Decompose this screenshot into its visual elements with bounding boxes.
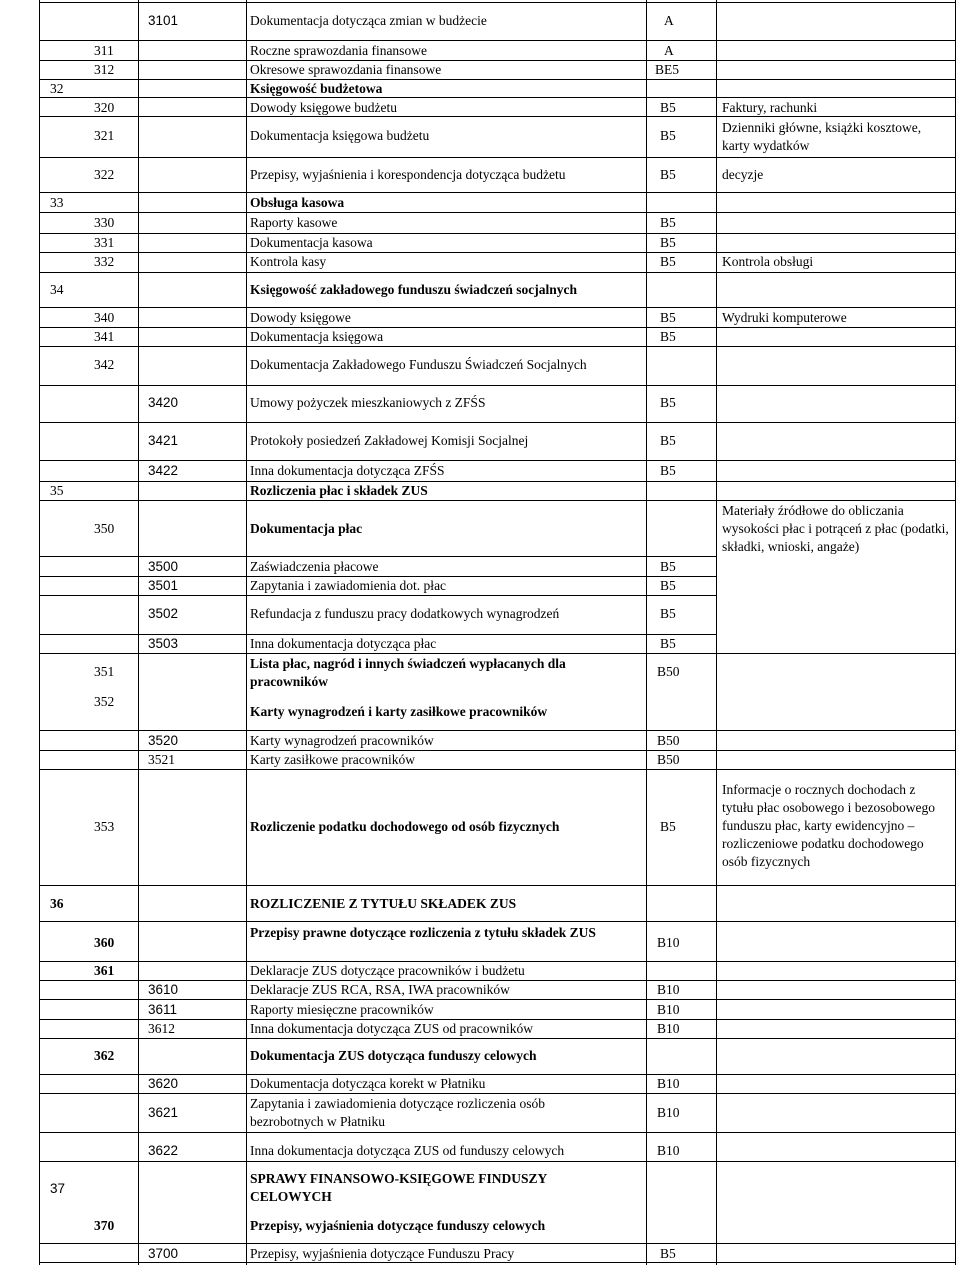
row-title: Rozliczenie podatku dochodowego od osób fizycznych [250,819,560,834]
row-category: B5 [660,167,676,182]
row-divider [39,327,956,328]
row-category: B5 [660,463,676,478]
row-divider [39,481,956,482]
row-divider [39,346,956,347]
row-category: B5 [660,215,676,230]
row-divider [39,750,956,751]
row-title: Inna dokumentacja dotycząca płac [250,636,437,651]
row-category: B10 [657,1002,680,1017]
row-symbol: 34 [50,282,64,297]
row-divider [39,1038,956,1039]
row-title: Karty zasiłkowe pracowników [250,752,415,767]
row-divider [39,252,956,253]
row-symbol: 3610 [148,982,179,997]
row-category: B10 [657,982,680,997]
row-divider [39,1161,956,1162]
row-symbol: 330 [94,215,115,230]
row-category: B10 [657,1105,680,1120]
row-category: B5 [660,636,676,651]
row-symbol: 33 [50,195,64,210]
row-symbol: 3502 [148,606,179,621]
row-divider [39,157,956,158]
row-symbol: 341 [94,329,115,344]
row-category: B50 [657,752,680,767]
row-category: B5 [660,606,676,621]
row-divider [39,97,956,98]
row-title: Karty wynagrodzeń i karty zasiłkowe pracowników [250,704,548,719]
row-symbol: 340 [94,310,115,325]
row-title: Dokumentacja dotycząca korekt w Płatniku [250,1076,486,1091]
row-notes: Wydruki komputerowe [722,310,847,325]
row-category: A [664,43,674,58]
row-symbol: 3622 [148,1143,179,1158]
row-notes: Dzienniki główne, książki kosztowe, karty wydatków [722,120,922,153]
row-notes: decyzje [722,167,764,182]
row-symbol: 3101 [148,13,179,28]
row-symbol: 3612 [148,1021,175,1036]
row-divider [39,921,956,922]
row-notes: Materiały źródłowe do obliczania wysokości płac i potrąceń z płac (podatki, składki, wnioski, angaże) [722,503,949,554]
row-divider [39,730,956,731]
row-title: Zapytania i zawiadomienia dotyczące rozliczenia osób bezrobotnych w Płatniku [250,1096,545,1129]
row-title: SPRAWY FINANSOWO-KSIĘGOWE FINDUSZY CELOWYCH [250,1171,547,1204]
row-category: B5 [660,395,676,410]
row-category: A [664,13,674,28]
row-symbol: 322 [94,167,115,182]
row-title: Raporty miesięczne pracowników [250,1002,434,1017]
row-symbol: 332 [94,254,115,269]
row-symbol: 312 [94,62,115,77]
row-divider [39,1243,956,1244]
row-symbol: 3520 [148,733,179,748]
row-title: Dokumentacja dotycząca zmian w budżecie [250,13,487,28]
column-divider [955,0,956,1265]
row-category: B5 [660,819,676,834]
row-title: Inna dokumentacja dotycząca ZFŚS [250,463,445,478]
row-divider [39,460,956,461]
row-title: Kontrola kasy [250,254,327,269]
row-divider [39,2,956,3]
row-category: B5 [660,1246,676,1261]
row-symbol: 3500 [148,559,179,574]
row-divider [39,500,956,501]
row-title: Protokoły posiedzeń Zakładowej Komisji Socjalnej [250,433,529,448]
row-symbol: 342 [94,357,115,372]
row-title: Okresowe sprawozdania finansowe [250,62,442,77]
row-title: Roczne sprawozdania finansowe [250,43,427,58]
row-title: Dokumentacja ZUS dotycząca funduszy celowych [250,1048,537,1063]
row-divider [39,60,956,61]
row-symbol: 3420 [148,395,179,410]
row-title: Inna dokumentacja dotycząca ZUS od pracowników [250,1021,534,1036]
row-divider [39,595,716,596]
row-symbol: 35 [50,483,64,498]
row-symbol: 3501 [148,578,179,593]
row-title: Przepisy, wyjaśnienia dotyczące funduszy celowych [250,1218,546,1233]
row-category: B5 [660,235,676,250]
row-symbol: 3521 [148,752,175,767]
row-title: Zapytania i zawiadomienia dot. płac [250,578,447,593]
row-divider [39,422,956,423]
row-category: B50 [657,664,680,679]
row-symbol: 311 [94,43,114,58]
row-title: Obsługa kasowa [250,195,345,210]
row-title: Refundacja z funduszu pracy dodatkowych wynagrodzeń [250,606,560,621]
row-divider [39,233,956,234]
row-divider [39,40,956,41]
row-title: Dokumentacja kasowa [250,235,373,250]
row-divider [39,116,956,117]
row-category: B5 [660,310,676,325]
row-symbol: 361 [94,963,115,978]
row-title: Raporty kasowe [250,215,338,230]
row-divider [39,556,716,557]
row-title: Inna dokumentacja dotycząca ZUS od funduszy celowych [250,1143,565,1158]
row-symbol: 370 [94,1218,115,1233]
row-symbol: 353 [94,819,115,834]
row-symbol: 3503 [148,636,179,651]
row-category: BE5 [655,62,680,77]
row-category: B50 [657,733,680,748]
row-divider [39,1132,956,1133]
row-symbol: 321 [94,128,115,143]
row-divider [39,769,956,770]
row-symbol: 350 [94,521,115,536]
row-title: Dokumentacja płac [250,521,363,536]
column-divider [138,0,139,1265]
row-symbol: 3421 [148,433,179,448]
row-title: Deklaracje ZUS dotyczące pracowników i budżetu [250,963,525,978]
row-symbol: 352 [94,694,115,709]
row-symbol: 320 [94,100,115,115]
row-title: Lista płac, nagród i innych świadczeń wypłacanych dla pracowników [250,656,566,689]
row-title: Dokumentacja księgowa budżetu [250,128,430,143]
row-category: B10 [657,1143,680,1158]
row-title: ROZLICZENIE Z TYTUŁU SKŁADEK ZUS [250,896,517,911]
row-divider [39,1093,956,1094]
row-symbol: 3700 [148,1246,179,1261]
row-divider [39,212,956,213]
row-title: Dokumentacja księgowa [250,329,384,344]
row-category: B10 [657,1021,680,1036]
row-divider [39,885,956,886]
row-title: Dowody księgowe [250,310,351,325]
row-category: B5 [660,254,676,269]
row-title: Karty wynagrodzeń pracowników [250,733,434,748]
row-title: Księgowość budżetowa [250,81,383,96]
row-symbol: 3611 [148,1002,178,1017]
row-notes: Faktury, rachunki [722,100,818,115]
row-category: B5 [660,100,676,115]
row-divider [39,79,956,80]
row-divider [39,307,956,308]
row-title: Przepisy, wyjaśnienia dotyczące Funduszu Pracy [250,1246,515,1261]
row-category: B5 [660,578,676,593]
row-title: Dokumentacja Zakładowego Funduszu Świadczeń Socjalnych [250,357,587,372]
row-symbol: 3621 [148,1105,179,1120]
row-symbol: 360 [94,935,115,950]
row-title: Zaświadczenia płacowe [250,559,379,574]
row-divider [39,192,956,193]
row-symbol: 32 [50,81,64,96]
row-title: Księgowość zakładowego funduszu świadczeń socjalnych [250,282,578,297]
row-divider [39,272,956,273]
row-title: Przepisy, wyjaśnienia i korespondencja dotycząca budżetu [250,167,566,182]
row-title: Rozliczenia płac i składek ZUS [250,483,428,498]
column-divider [39,0,40,1265]
column-divider [646,0,647,1265]
row-title: Dowody księgowe budżetu [250,100,397,115]
row-category: B5 [660,559,676,574]
row-title: Przepisy prawne dotyczące rozliczenia z tytułu składek ZUS [250,925,596,940]
row-title: Deklaracje ZUS RCA, RSA, IWA pracowników [250,982,510,997]
row-symbol: 362 [94,1048,115,1063]
row-category: B5 [660,128,676,143]
row-symbol: 3422 [148,463,179,478]
row-symbol: 3620 [148,1076,179,1091]
row-symbol: 36 [50,896,64,911]
row-divider [39,385,956,386]
row-symbol: 331 [94,235,115,250]
row-notes: Informacje o rocznych dochodach z tytułu płac osobowego i bezosobowego funduszu płac, karty ewidencyjno – rozliczeniowe podatku dochodowego osób fizycznych [722,782,935,869]
row-category: B10 [657,1076,680,1091]
row-title: Umowy pożyczek mieszkaniowych z ZFŚS [250,395,486,410]
row-divider [39,653,956,654]
row-category: B5 [660,329,676,344]
column-divider [716,0,717,1265]
row-symbol: 37 [50,1181,66,1196]
row-notes: Kontrola obsługi [722,254,814,269]
row-category: B10 [657,935,680,950]
row-divider [39,999,956,1000]
row-category: B5 [660,433,676,448]
column-divider [246,0,247,1265]
row-symbol: 351 [94,664,115,679]
